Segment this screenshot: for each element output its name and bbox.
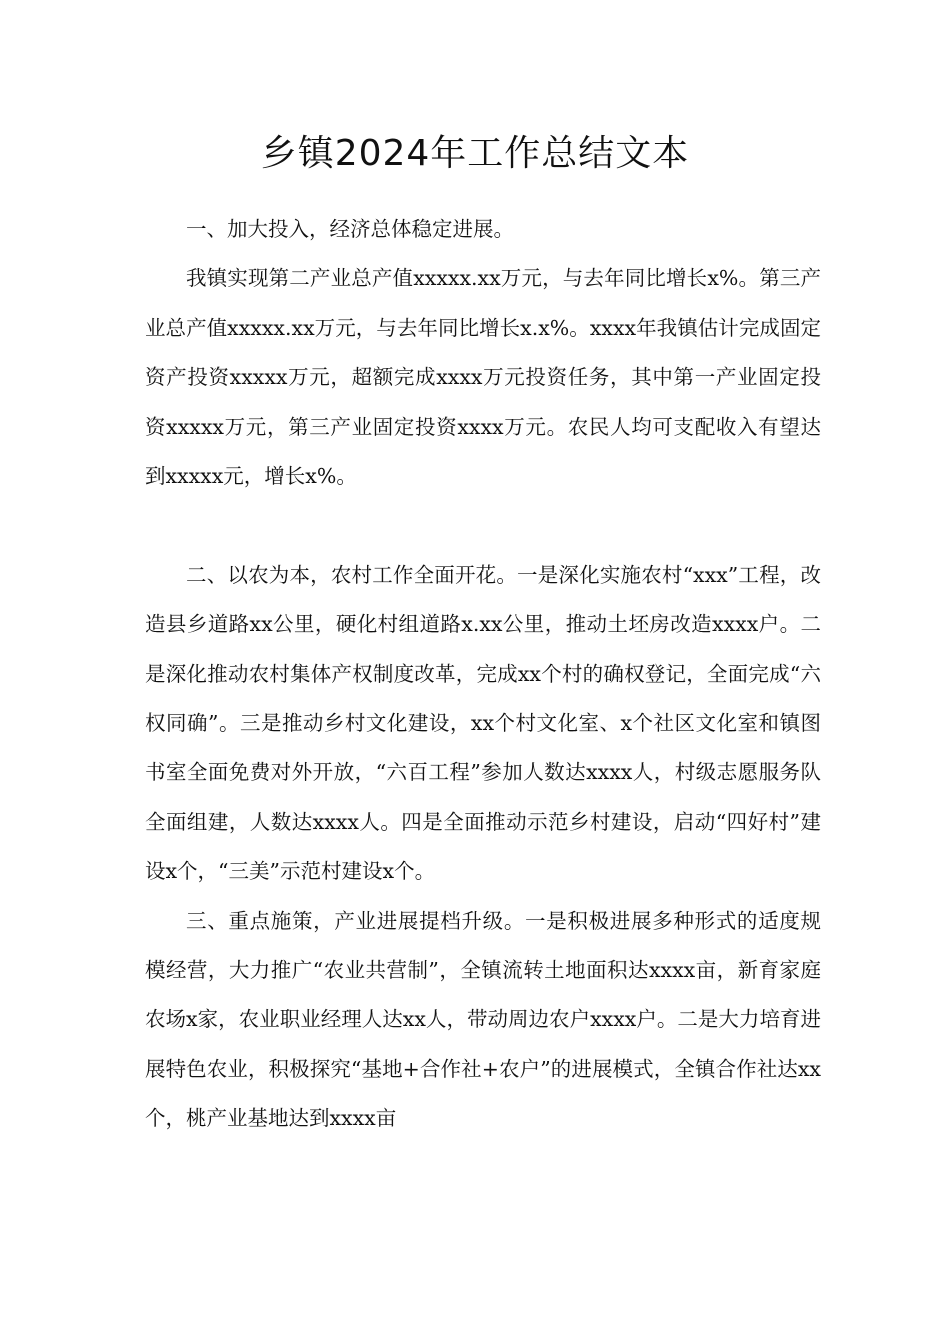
paragraph-economy-details: 我镇实现第二产业总产值xxxxx.xx万元，与去年同比增长x%。第三产业总产值xxxxx.xx万元，与去年同比增长x.x%。xxxx年我镇估计完成固定资产投资xxxxx万元，超额完成xxxx万元投资任务，其中第一产业固定投资xxxxx万元，第三产业固定投资xxxx万元。农民人均可支配收入有望达到xxxxx元，增长x%。 xyxy=(145,266,821,489)
paragraph-industry-upgrade: 三、重点施策，产业进展提档升级。一是积极进展多种形式的适度规模经营，大力推广“农业共营制”，全镇流转土地面积达xxxx亩，新育家庭农场x家，农业职业经理人达xx人，带动周边农户xxxx户。二是大力培育进展特色农业，积极探究“基地+合作社+农户”的进展模式，全镇合作社达xx个，桃产业基地达到xxxx亩 xyxy=(145,908,821,1131)
paragraph-rural-work: 二、以农为本，农村工作全面开花。一是深化实施农村“xxx”工程，改造县乡道路xx公里，硬化村组道路x.xx公里，推动土坯房改造xxxx户。二是深化推动农村集体产权制度改革，完成xx个村的确权登记，全面完成“六权同确”。三是推动乡村文化建设，xx个村文化室、x个社区文化室和镇图书室全面免费对外开放，“六百工程”参加人数达xxxx人，村级志愿服务队全面组建，人数达xxxx人。四是全面推动示范乡村建设，启动“四好村”建设x个，“三美”示范村建设x个。 xyxy=(145,562,821,884)
document-body xyxy=(145,205,821,1144)
section-heading-economy: 一、加大投入，经济总体稳定进展。 xyxy=(186,217,514,241)
document-title: 乡镇2024年工作总结文本 xyxy=(260,133,690,174)
